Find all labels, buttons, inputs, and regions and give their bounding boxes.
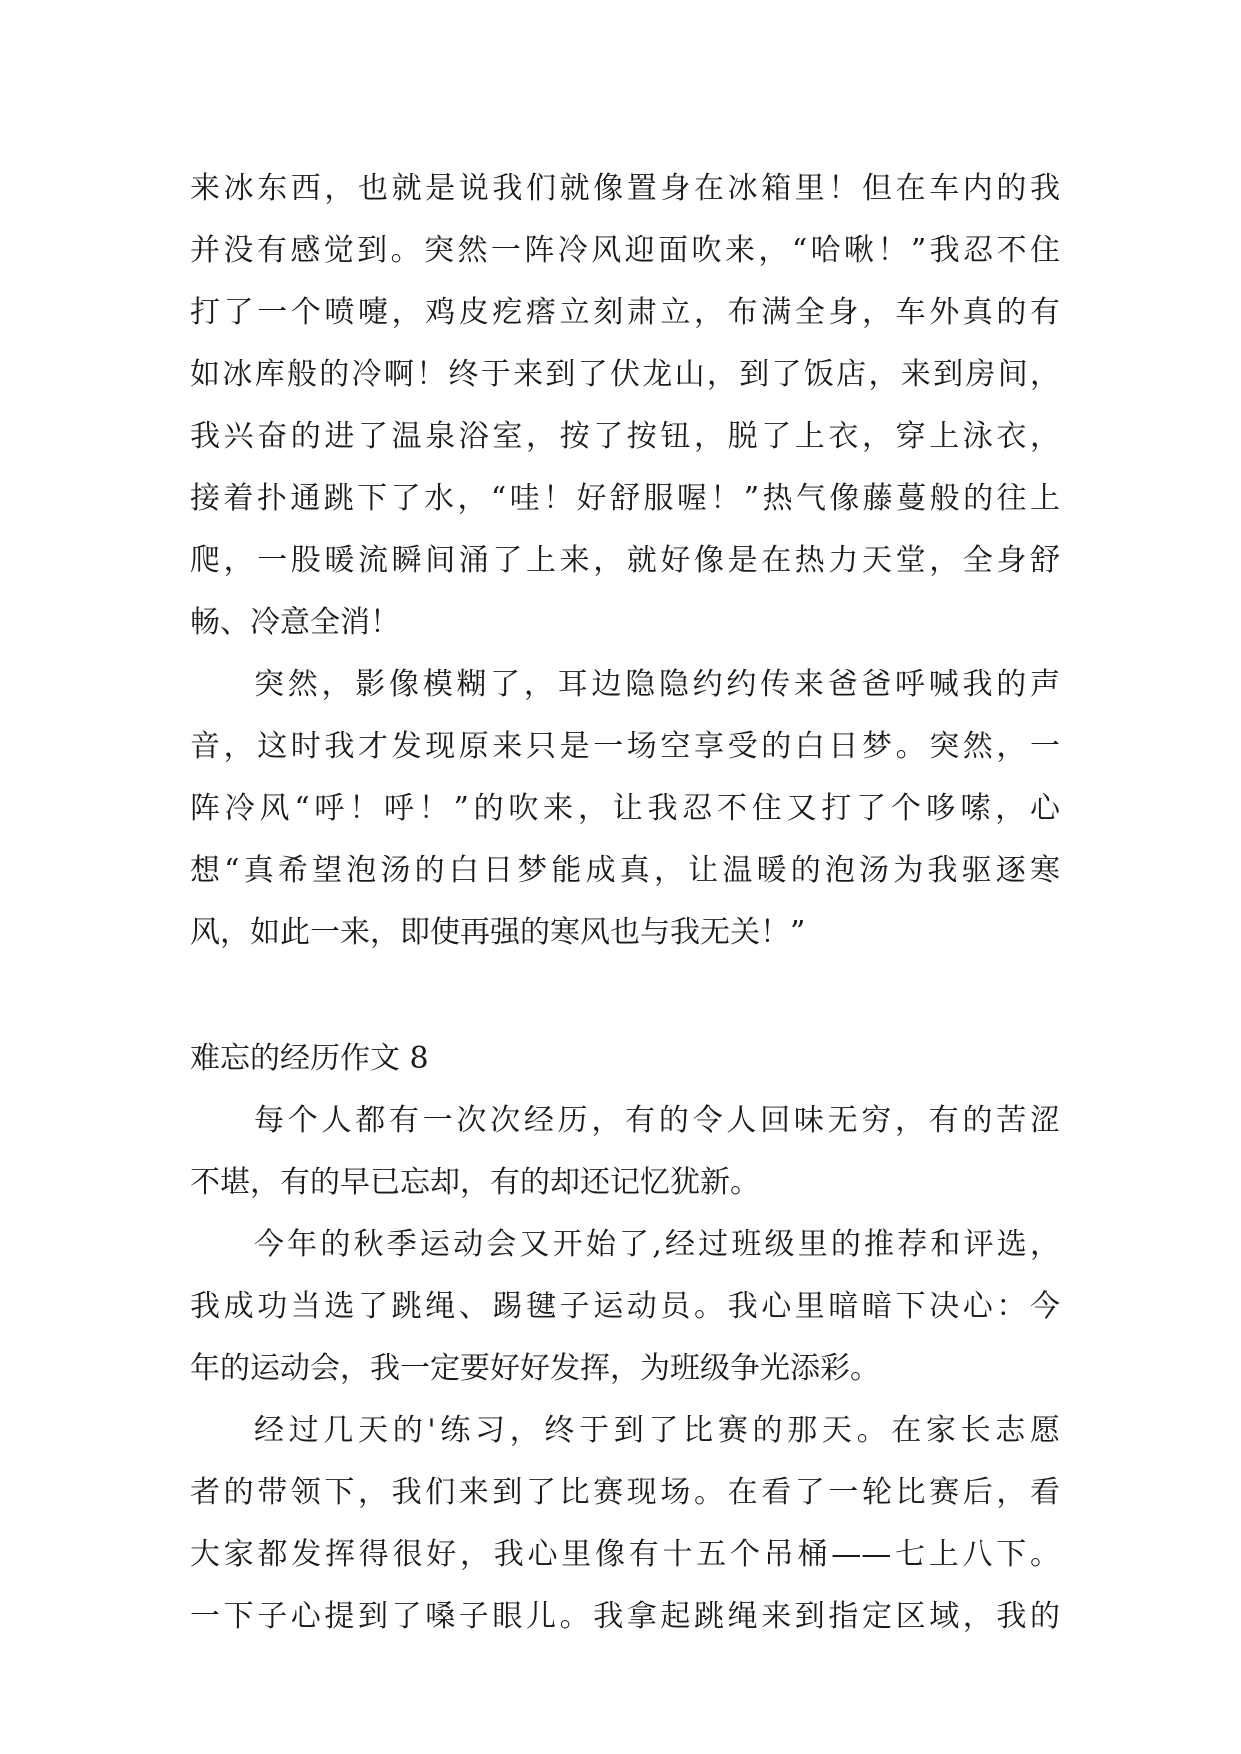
section-heading: 难忘的经历作文 8 (190, 1041, 429, 1076)
text-line: 来冰东西，也就是说我们就像置身在冰箱里！但在车内的我 (190, 171, 1060, 206)
paragraph (190, 158, 1060, 654)
text-line: 阵冷风“呼！呼！”的吹来，让我忍不住又打了个哆嗦，心 (190, 791, 1060, 826)
text-line: 今年的秋季运动会又开始了,经过班级里的推荐和评选， (254, 1227, 1060, 1262)
text-line: 如冰库般的冷啊！终于来到了伏龙山，到了饭店，来到房间， (190, 357, 1060, 392)
text-line: 音，这时我才发现原来只是一场空享受的白日梦。突然，一 (190, 729, 1060, 764)
text-line: 爬，一股暖流瞬间涌了上来，就好像是在热力天堂，全身舒 (190, 543, 1060, 578)
text-line: 突然，影像模糊了，耳边隐隐约约传来爸爸呼喊我的声 (254, 667, 1060, 702)
text-line: 不堪，有的早已忘却，有的却还记忆犹新。 (190, 1165, 760, 1200)
text-line: 风，如此一来，即使再强的寒风也与我无关！” (190, 915, 806, 950)
section-gap (190, 964, 1060, 1028)
text-line: 打了一个喷嚏，鸡皮疙瘩立刻肃立，布满全身，车外真的有 (190, 295, 1060, 330)
text-line: 想“真希望泡汤的白日梦能成真，让温暖的泡汤为我驱逐寒 (190, 853, 1060, 888)
paragraph (190, 1214, 1060, 1400)
text-line: 经过几天的'练习，终于到了比赛的那天。在家长志愿 (254, 1413, 1060, 1448)
paragraph (190, 654, 1060, 964)
text-line: 一下子心提到了嗓子眼儿。我拿起跳绳来到指定区域，我的 (190, 1599, 1060, 1634)
text-line: 并没有感觉到。突然一阵冷风迎面吹来，“哈啾！”我忍不住 (190, 233, 1060, 268)
paragraph (190, 1090, 1060, 1214)
text-line: 大家都发挥得很好，我心里像有十五个吊桶——七上八下。 (190, 1537, 1060, 1572)
text-line: 年的运动会，我一定要好好发挥，为班级争光添彩。 (190, 1351, 880, 1386)
text-line: 者的带领下，我们来到了比赛现场。在看了一轮比赛后，看 (190, 1475, 1060, 1510)
text-line: 我兴奋的进了温泉浴室，按了按钮，脱了上衣，穿上泳衣， (190, 419, 1060, 454)
text-line: 接着扑通跳下了水，“哇！好舒服喔！”热气像藤蔓般的往上 (190, 481, 1060, 516)
paragraph (190, 1400, 1060, 1648)
document-body (190, 158, 1060, 1648)
text-line: 畅、冷意全消！ (190, 605, 400, 640)
text-line: 我成功当选了跳绳、踢毽子运动员。我心里暗暗下决心：今 (190, 1289, 1060, 1324)
text-line: 每个人都有一次次经历，有的令人回味无穷，有的苦涩 (254, 1103, 1060, 1138)
